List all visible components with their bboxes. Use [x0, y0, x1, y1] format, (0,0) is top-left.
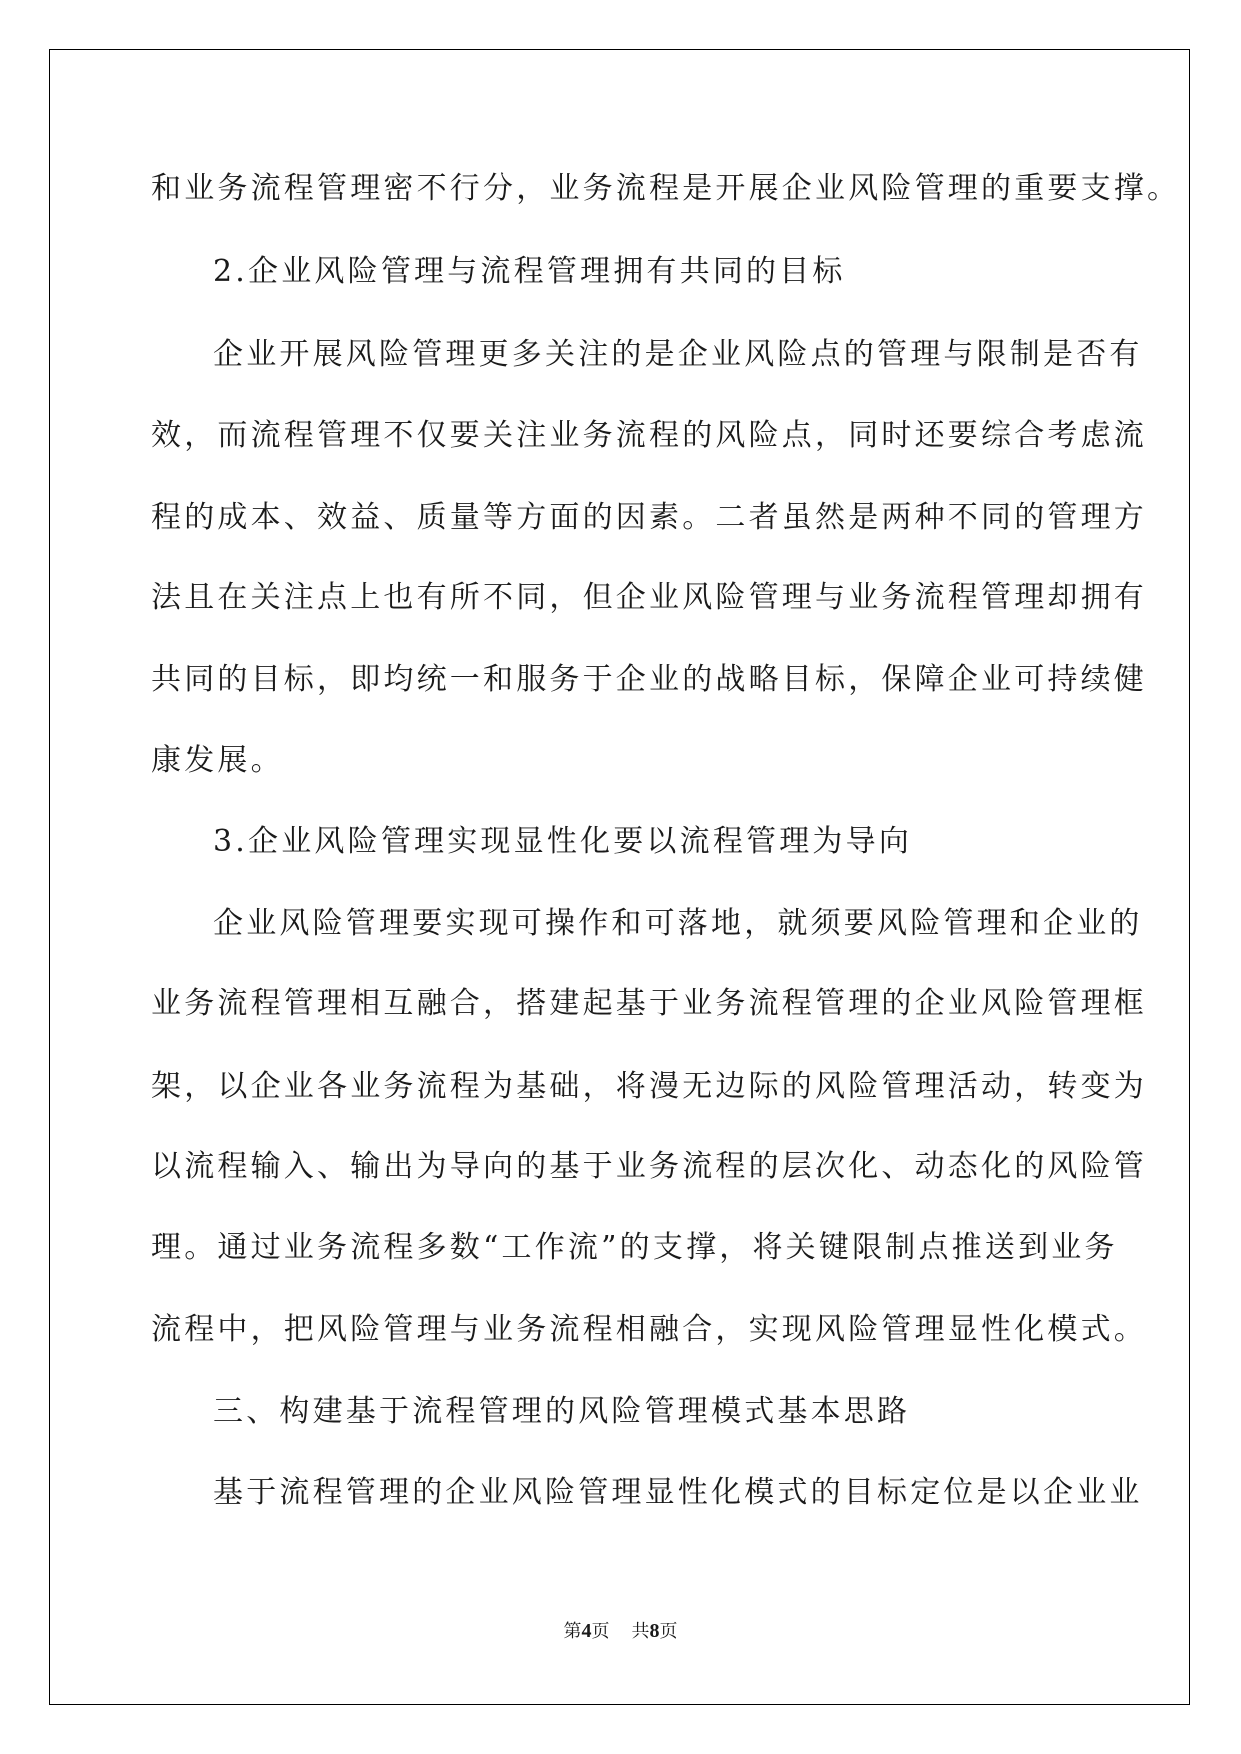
- paragraph-line: 以流程输入、输出为导向的基于业务流程的层次化、动态化的风险管: [151, 1149, 1147, 1184]
- section-heading: 三、构建基于流程管理的风险管理模式基本思路: [213, 1394, 911, 1429]
- total-pages-suffix: 页: [659, 1621, 678, 1642]
- section-heading: 2.企业风险管理与流程管理拥有共同的目标: [213, 254, 846, 289]
- paragraph-line: 程的成本、效益、质量等方面的因素。二者虽然是两种不同的管理方: [151, 500, 1147, 535]
- paragraph-line: 业务流程管理相互融合，搭建起基于业务流程管理的企业风险管理框: [151, 986, 1147, 1021]
- page-number-prefix: 第: [563, 1621, 582, 1642]
- paragraph-line: 效，而流程管理不仅要关注业务流程的风险点，同时还要综合考虑流: [151, 418, 1147, 453]
- paragraph-line: 和业务流程管理密不行分，业务流程是开展企业风险管理的重要支撑。: [151, 171, 1181, 206]
- paragraph-line: 流程中，把风险管理与业务流程相融合，实现风险管理显性化模式。: [151, 1312, 1147, 1347]
- total-pages-prefix: 共: [631, 1621, 650, 1642]
- paragraph-line: 康发展。: [151, 743, 284, 778]
- page-word: 页: [591, 1621, 610, 1642]
- paragraph-line: 共同的目标，即均统一和服务于企业的战略目标，保障企业可持续健: [151, 662, 1147, 697]
- section-heading: 3.企业风险管理实现显性化要以流程管理为导向: [213, 824, 913, 859]
- paragraph-line: 企业风险管理要实现可操作和可落地，就须要风险管理和企业的: [213, 906, 1143, 941]
- paragraph-line: 法且在关注点上也有所不同，但企业风险管理与业务流程管理却拥有: [151, 580, 1147, 615]
- paragraph-line: 架，以企业各业务流程为基础，将漫无边际的风险管理活动，转变为: [151, 1069, 1147, 1104]
- total-page-count: 8: [649, 1620, 660, 1642]
- paragraph-line: 基于流程管理的企业风险管理显性化模式的目标定位是以企业业: [213, 1475, 1143, 1510]
- paragraph-line: 理。通过业务流程多数“工作流”的支撑，将关键限制点推送到业务: [151, 1230, 1118, 1265]
- paragraph-line: 企业开展风险管理更多关注的是企业风险点的管理与限制是否有: [213, 337, 1143, 372]
- page-footer: [0, 1617, 1241, 1643]
- current-page-number: 4: [581, 1620, 592, 1642]
